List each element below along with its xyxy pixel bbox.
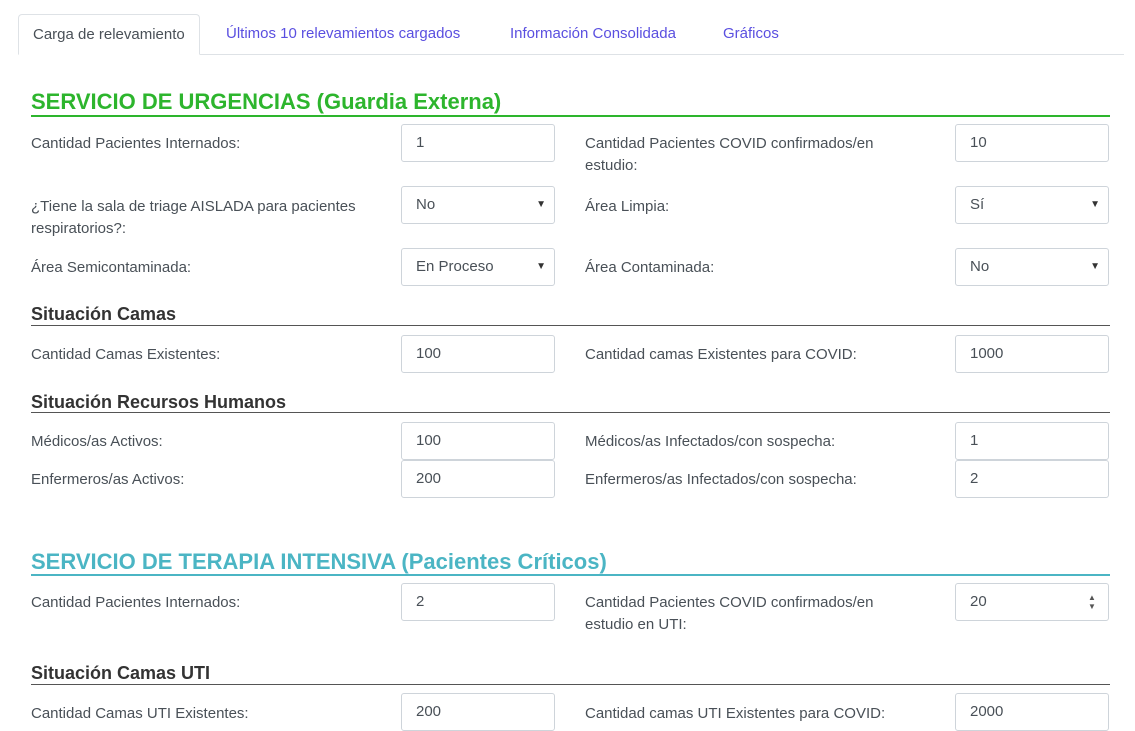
subsection-divider-rrhh <box>31 412 1110 413</box>
input-enfermeros-activos[interactable]: 200 <box>401 460 555 498</box>
chevron-down-icon: ▼ <box>536 199 546 210</box>
label-enfermeros-activos: Enfermeros/as Activos: <box>31 471 185 488</box>
select-area-contaminada[interactable] <box>955 248 1109 286</box>
label-medicos-infectados: Médicos/as Infectados/con sospecha: <box>585 433 836 450</box>
input-medicos-activos[interactable]: 100 <box>401 422 555 460</box>
section-divider-urgencias <box>31 115 1110 117</box>
label-medicos-activos: Médicos/as Activos: <box>31 433 163 450</box>
label-pacientes-internados: Cantidad Pacientes Internados: <box>31 135 241 152</box>
select-area-semicontaminada-value: En Proceso <box>416 258 494 275</box>
subsection-title-rrhh: Situación Recursos Humanos <box>31 392 287 412</box>
label-area-semicontaminada: Área Semicontaminada: <box>31 259 192 276</box>
chevron-down-icon: ▼ <box>536 261 546 272</box>
spinner-up-icon[interactable]: ▲ <box>1088 593 1096 602</box>
input-camas-uti-existentes[interactable]: 200 <box>401 693 555 731</box>
input-uti-pacientes-covid-value: 20 <box>970 593 987 610</box>
input-uti-pacientes-covid[interactable] <box>955 583 1109 621</box>
chevron-down-icon: ▼ <box>1090 199 1100 210</box>
label-camas-uti-existentes: Cantidad Camas UTI Existentes: <box>31 705 249 722</box>
select-area-contaminada-value: No <box>970 258 990 275</box>
label-camas-uti-existentes-covid: Cantidad camas UTI Existentes para COVID: <box>585 705 886 722</box>
tab-informacion-consolidada[interactable]: Información Consolidada <box>510 25 676 42</box>
label-camas-existentes: Cantidad Camas Existentes: <box>31 346 221 363</box>
input-pacientes-internados[interactable]: 1 <box>401 124 555 162</box>
subsection-title-camas: Situación Camas <box>31 304 177 324</box>
spinner-down-icon[interactable]: ▼ <box>1088 602 1096 611</box>
label-triage-aislada: ¿Tiene la sala de triage AISLADA para pacientes respiratorios?: <box>31 198 356 237</box>
label-camas-existentes-covid: Cantidad camas Existentes para COVID: <box>585 346 857 363</box>
section-title-terapia-intensiva: SERVICIO DE TERAPIA INTENSIVA (Pacientes Críticos) <box>31 549 607 574</box>
select-area-semicontaminada[interactable] <box>401 248 555 286</box>
select-triage-aislada[interactable] <box>401 186 555 224</box>
input-camas-existentes[interactable]: 100 <box>401 335 555 373</box>
input-camas-existentes-covid[interactable]: 1000 <box>955 335 1109 373</box>
label-uti-pacientes-internados: Cantidad Pacientes Internados: <box>31 594 241 611</box>
input-medicos-infectados[interactable]: 1 <box>955 422 1109 460</box>
tab-carga-relevamiento[interactable]: Carga de relevamiento <box>18 14 200 55</box>
input-camas-uti-existentes-covid[interactable]: 2000 <box>955 693 1109 731</box>
section-title-urgencias: SERVICIO DE URGENCIAS (Guardia Externa) <box>31 89 502 114</box>
tab-graficos[interactable]: Gráficos <box>723 25 779 42</box>
chevron-down-icon: ▼ <box>1090 261 1100 272</box>
label-uti-pacientes-covid: Cantidad Pacientes COVID confirmados/en estudio en UTI: <box>585 594 874 633</box>
subsection-divider-camas-uti <box>31 684 1110 685</box>
input-enfermeros-infectados[interactable]: 2 <box>955 460 1109 498</box>
label-area-limpia: Área Limpia: <box>585 198 670 215</box>
number-spinner[interactable] <box>1088 593 1098 611</box>
select-area-limpia-value: Sí <box>970 196 985 213</box>
tab-bar <box>18 14 1124 55</box>
section-divider-terapia <box>31 574 1110 576</box>
tab-ultimos-relevamientos[interactable]: Últimos 10 relevamientos cargados <box>226 25 461 42</box>
label-enfermeros-infectados: Enfermeros/as Infectados/con sospecha: <box>585 471 857 488</box>
input-uti-pacientes-internados[interactable]: 2 <box>401 583 555 621</box>
select-triage-aislada-value: No <box>416 196 436 213</box>
label-pacientes-covid: Cantidad Pacientes COVID confirmados/en estudio: <box>585 135 874 174</box>
label-area-contaminada: Área Contaminada: <box>585 259 715 276</box>
select-area-limpia[interactable] <box>955 186 1109 224</box>
subsection-divider-camas <box>31 325 1110 326</box>
input-pacientes-covid[interactable]: 10 <box>955 124 1109 162</box>
subsection-title-camas-uti: Situación Camas UTI <box>31 663 211 683</box>
